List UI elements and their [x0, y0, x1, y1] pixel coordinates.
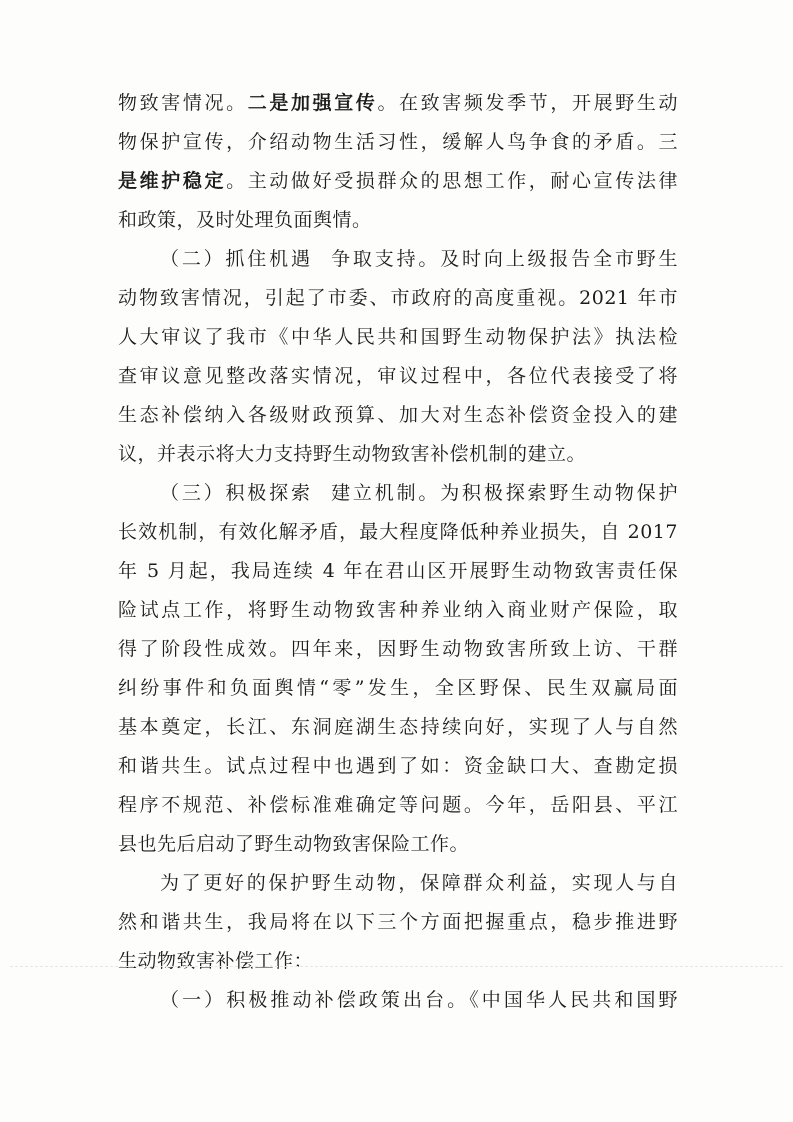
text-line — [118, 708, 678, 747]
text-line — [118, 201, 678, 240]
line-text: 程序不规范、补偿标准难确定等问题。今年，岳阳县、平江 — [118, 794, 678, 816]
line-text: 生态补偿纳入各级财政预算、加大对生态补偿资金投入的建 — [118, 404, 678, 426]
text-line — [118, 318, 678, 357]
line-text: 生动物致害补偿工作： — [118, 950, 314, 972]
line-text: 县也先后启动了野生动物致害保险工作。 — [118, 833, 470, 855]
body-text — [118, 84, 678, 1020]
text-line — [118, 396, 678, 435]
line-text: 物保护宣传，介绍动物生活习性，缓解人鸟争食的矛盾。三 — [118, 131, 678, 153]
section-title: （二）抓住机遇 — [160, 248, 313, 270]
text-line — [118, 552, 678, 591]
text-line — [118, 825, 678, 864]
paragraph-first-line — [118, 864, 678, 903]
section-heading-line — [118, 474, 678, 513]
bold-heading: 是维护稳定 — [118, 170, 227, 192]
text-line — [118, 786, 678, 825]
text-line — [118, 747, 678, 786]
text-line — [118, 123, 678, 162]
line-text: 得了阶段性成效。四年来，因野生动物致害所致上访、干群 — [118, 638, 678, 660]
line-text: 建立机制。为积极探索野生动物保护 — [328, 482, 678, 504]
line-text: 险试点工作，将野生动物致害种养业纳入商业财产保险，取 — [118, 599, 678, 621]
text-line — [118, 591, 678, 630]
line-text: 为了更好的保护野生动物，保障群众利益，实现人与自 — [160, 872, 678, 894]
line-text: 基本奠定，长江、东洞庭湖生态持续向好，实现了人与自然 — [118, 716, 678, 738]
line-text: （一）积极推动补偿政策出台。《中国华人民共和国野 — [160, 989, 678, 1011]
line-text: 争取支持。及时向上级报告全市野生 — [328, 248, 678, 270]
line-text: 。在致害频发季节，开展野生动 — [377, 92, 678, 114]
text-line — [118, 903, 678, 942]
text-line — [118, 435, 678, 474]
line-text: 然和谐共生，我局将在以下三个方面把握重点，稳步推进野 — [118, 911, 678, 933]
text-line — [118, 630, 678, 669]
text-line — [118, 279, 678, 318]
line-text: 议，并表示将大力支持野生动物致害补偿机制的建立。 — [118, 443, 587, 465]
text-line — [118, 513, 678, 552]
section-title: （三）积极探索 — [160, 482, 313, 504]
text-line — [118, 942, 678, 981]
text-line — [118, 669, 678, 708]
line-text: 和谐共生。试点过程中也遇到了如：资金缺口大、查勘定损 — [118, 755, 678, 777]
line-text: 人大审议了我市《中华人民共和国野生动物保护法》执法检 — [118, 326, 678, 348]
line-text: 年 5 月起，我局连续 4 年在君山区开展野生动物致害责任保 — [118, 560, 678, 582]
line-text: 纠纷事件和负面舆情“零”发生，全区野保、民生双赢局面 — [118, 677, 678, 699]
text-line — [118, 162, 678, 201]
line-text: 物致害情况。 — [118, 92, 248, 114]
section-heading-line — [118, 240, 678, 279]
line-text: 动物致害情况，引起了市委、市政府的高度重视。2021 年市 — [118, 287, 678, 309]
line-text: 长效机制，有效化解矛盾，最大程度降低种养业损失，自 2017 — [118, 521, 678, 543]
section-heading-line — [118, 981, 678, 1020]
scan-artifact-line — [10, 966, 783, 968]
text-line — [118, 84, 678, 123]
line-text: 查审议意见整改落实情况，审议过程中，各位代表接受了将 — [118, 365, 678, 387]
line-text: 。主动做好受损群众的思想工作，耐心宣传法律 — [226, 170, 678, 192]
text-line — [118, 357, 678, 396]
bold-heading: 二是加强宣传 — [247, 92, 378, 114]
line-text: 和政策，及时处理负面舆情。 — [118, 209, 372, 231]
